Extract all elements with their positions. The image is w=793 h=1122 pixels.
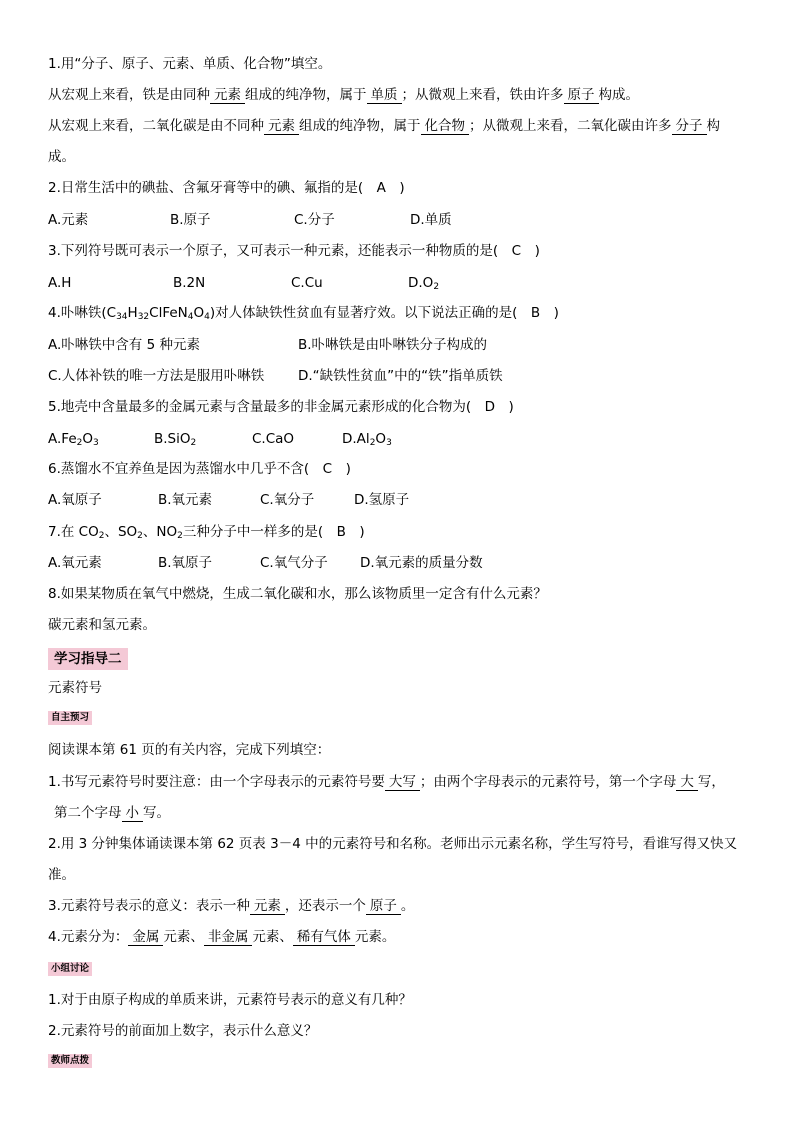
q6-stem: 6.蒸馏水不宜养鱼是因为蒸馏水中几乎不含( C ) — [48, 461, 351, 477]
text: 组成的纯净物，属于 — [299, 118, 421, 134]
blank-answer: 元素 — [264, 119, 299, 135]
text: ClFeN — [149, 305, 188, 321]
text: 元素、 — [163, 929, 204, 945]
q2-stem: 2.日常生活中的碘盐、含氟牙膏等中的碘、氟指的是( A ) — [48, 180, 405, 196]
blank-answer: 化合物 — [421, 119, 470, 135]
option — [154, 430, 196, 448]
q7-stem — [48, 523, 365, 541]
text: 4.卟啉铁(C — [48, 305, 117, 321]
subscript: 34 — [116, 312, 128, 322]
text: 。 — [400, 898, 415, 914]
badge-teacher-tips: 教师点拨 — [48, 1054, 92, 1068]
option: A.氧原子 — [48, 492, 102, 508]
blank-answer: 元素 — [210, 88, 245, 104]
option: B.原子 — [170, 212, 211, 228]
text: ，还表示一个 — [284, 898, 366, 914]
q8-stem: 8.如果某物质在氧气中燃烧，生成二氧化碳和水，那么该物质里一定含有什么元素？ — [48, 586, 547, 602]
text: 、NO — [142, 524, 178, 540]
badge-self-preview: 自主预习 — [48, 711, 92, 725]
subscript: 2 — [76, 438, 83, 448]
preview-item-1 — [48, 773, 725, 791]
text: 构成。 — [598, 87, 639, 103]
text: )对人体缺铁性贫血有显著疗效。以下说法正确的是( B ) — [209, 305, 559, 321]
subscript: 2 — [137, 531, 143, 541]
q3-stem: 3.下列符号既可表示一个原子，又可表示一种元素，还能表示一种物质的是( C ) — [48, 243, 540, 259]
subscript: 4 — [187, 312, 194, 322]
q4-stem — [48, 304, 559, 322]
text: 从宏观上来看，铁是由同种 — [48, 87, 210, 103]
preview-item-1-cont — [54, 804, 170, 822]
badge-group-discussion: 小组讨论 — [48, 962, 92, 976]
subscript: 2 — [369, 438, 376, 448]
option: C.氧气分子 — [260, 555, 328, 571]
text: ；从微观上来看，二氧化碳由许多 — [469, 118, 672, 134]
subscript: 2 — [190, 438, 197, 448]
text: 构 — [706, 118, 720, 134]
option: B.2N — [173, 275, 206, 291]
option: A.H — [48, 275, 72, 291]
blank-answer: 单质 — [367, 88, 402, 104]
text: H — [127, 305, 138, 321]
text: O — [193, 305, 205, 321]
subscript: 3 — [386, 438, 392, 448]
blank-answer: 原子 — [366, 899, 401, 915]
option: A.氧元素 — [48, 555, 102, 571]
blank-answer: 大写 — [385, 775, 420, 791]
blank-answer: 分子 — [672, 119, 707, 135]
preview-item-2-cont: 准。 — [48, 867, 75, 883]
subscript: 3 — [93, 438, 99, 448]
q8-answer: 碳元素和氢元素。 — [48, 617, 156, 633]
q5-stem: 5.地壳中含量最多的金属元素与含量最多的非金属元素形成的化合物为( D ) — [48, 399, 514, 415]
text: O — [82, 431, 93, 447]
text: O — [375, 431, 387, 447]
blank-answer: 小 — [122, 806, 144, 822]
option: C.分子 — [294, 212, 335, 228]
option: D.氧元素的质量分数 — [360, 555, 483, 571]
text: 1.书写元素符号时要注意：由一个字母表示的元素符号要 — [48, 774, 385, 790]
subscript: 4 — [204, 312, 210, 322]
option: D.“缺铁性贫血”中的“铁”指单质铁 — [298, 368, 503, 384]
text: 第二个字母 — [54, 805, 122, 821]
text: 写， — [697, 774, 725, 790]
option: B.卟啉铁是由卟啉铁分子构成的 — [298, 337, 488, 353]
option — [48, 430, 99, 448]
text: ；从微观上来看，铁由许多 — [401, 87, 564, 103]
subscript: 32 — [137, 312, 150, 322]
blank-answer: 元素 — [250, 899, 285, 915]
text: 写。 — [143, 805, 170, 821]
subscript: 2 — [177, 531, 183, 541]
topic-title: 元素符号 — [48, 680, 102, 696]
text: 4.元素分为： — [48, 929, 129, 945]
q1-line1 — [48, 86, 639, 104]
q1-line2 — [48, 117, 720, 135]
q1-line3: 成。 — [48, 149, 75, 165]
text: A.Fe — [48, 431, 77, 447]
text: 7.在 CO — [48, 524, 99, 540]
subscript: 2 — [98, 531, 105, 541]
blank-answer: 原子 — [564, 88, 599, 104]
text: 组成的纯净物，属于 — [245, 87, 367, 103]
text: D.Al — [342, 431, 370, 447]
option — [342, 430, 392, 448]
option: C.CaO — [252, 431, 295, 447]
option — [408, 274, 439, 292]
text: ；由两个字母表示的元素符号，第一个字母 — [419, 774, 677, 790]
blank-answer: 大 — [676, 775, 698, 791]
blank-answer: 稀有气体 — [293, 930, 355, 946]
text: 元素、 — [252, 929, 293, 945]
section-badge-guide2: 学习指导二 — [48, 648, 128, 670]
text: 从宏观上来看，二氧化碳是由不同种 — [48, 118, 264, 134]
option: D.氢原子 — [354, 492, 410, 508]
q1-stem: 1.用“分子、原子、元素、单质、化合物”填空。 — [48, 56, 332, 72]
option: B.氧原子 — [158, 555, 213, 571]
text: 3.元素符号表示的意义：表示一种 — [48, 898, 250, 914]
discussion-q2: 2.元素符号的前面加上数字，表示什么意义？ — [48, 1023, 318, 1039]
preview-item-2: 2.用 3 分钟集体诵读课本第 62 页表 3－4 中的元素符号和名称。老师出示元素名称，学生写符号，看谁写得又快又 — [48, 836, 738, 852]
text: D.O — [408, 275, 434, 291]
option: A.元素 — [48, 212, 89, 228]
discussion-q1: 1.对于由原子构成的单质来讲，元素符号表示的意义有几种？ — [48, 992, 412, 1008]
blank-answer: 非金属 — [204, 930, 253, 946]
option: D.单质 — [410, 212, 452, 228]
option: B.氧元素 — [158, 492, 213, 508]
text: 、SO — [104, 524, 138, 540]
option: C.人体补铁的唯一方法是服用卟啉铁 — [48, 368, 265, 384]
option: C.Cu — [291, 275, 323, 291]
preview-item-4 — [48, 928, 395, 946]
text: 三种分子中一样多的是( B ) — [182, 524, 365, 540]
blank-answer: 金属 — [128, 930, 163, 946]
subscript: 2 — [433, 282, 440, 292]
option: C.氧分子 — [260, 492, 315, 508]
option: A.卟啉铁中含有 5 种元素 — [48, 337, 200, 353]
text: 元素。 — [354, 929, 396, 945]
text: B.SiO — [154, 431, 191, 447]
preview-item-3 — [48, 897, 414, 915]
preview-intro: 阅读课本第 61 页的有关内容，完成下列填空： — [48, 742, 331, 758]
